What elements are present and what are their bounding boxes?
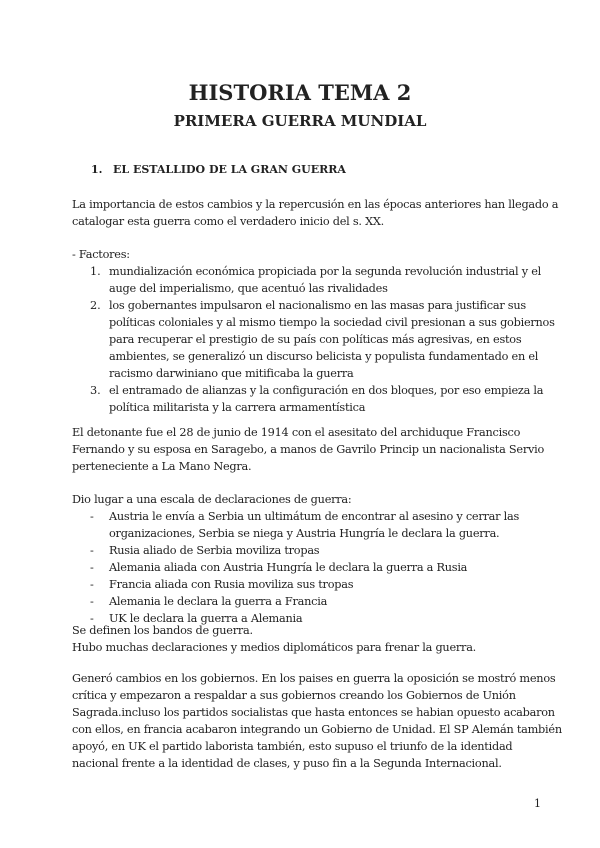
list-item-line: para recuperar el prestigio de su país con políticas más agresivas, en estos [109, 333, 522, 346]
bandos-text: Se definen los bandos de guerra. [72, 624, 253, 637]
list-item-line: política militarista y la carrera armamentística [109, 401, 366, 414]
list-item [72, 263, 555, 297]
list-item [72, 593, 519, 610]
escala-label [72, 491, 351, 508]
list-item-line: políticas coloniales y al mismo tiempo la sociedad civil presionan a sus gobiernos [109, 316, 555, 329]
list-item-line: organizaciones, Serbia se niega y Austria Hungría le declara la guerra. [109, 527, 500, 540]
list-marker: - [90, 544, 94, 557]
text-line: Generó cambios en los gobiernos. En los paises en guerra la oposición se mostró menos [72, 672, 556, 685]
diplomacia-text: Hubo muchas declaraciones y medios diplomáticos para frenar la guerra. [72, 641, 477, 654]
text-line: El detonante fue el 28 de junio de 1914 con el asesitato del archiduque Francisco [72, 426, 521, 439]
list-item [72, 576, 519, 593]
text-line: nacional frente a la identidad de clases, y puso fin a la Segunda Internacional. [72, 757, 502, 770]
list-item-line: los gobernantes impulsaron el nacionalismo en las masas para justificar sus [109, 299, 526, 312]
escala-label-text: Dio lugar a una escala de declaraciones de guerra: [72, 493, 352, 506]
factores-list [72, 263, 555, 416]
list-marker: 1. [90, 265, 101, 278]
section-number: 1. [91, 163, 103, 176]
bandos-paragraph [72, 622, 476, 656]
factores-label-text: - Factores: [72, 248, 130, 261]
text-line: con ellos, en francia acabaron integrando un Gobierno de Unidad. El SP Alemán también [72, 723, 562, 736]
list-item-line: mundialización económica propiciada por la segunda revolución industrial y el [109, 265, 542, 278]
list-item-line: Austria le envía a Serbia un ultimátum de encontrar al asesino y cerrar las [109, 510, 520, 523]
list-item-line: UK le declara la guerra a Alemania [109, 612, 303, 625]
list-item-line: racismo darwiniano que mitificaba la guerra [109, 367, 354, 380]
factores-label [72, 246, 130, 263]
text-line: Fernando y su esposa en Saragebo, a manos de Gavrilo Princip un nacionalista Servio [72, 443, 545, 456]
text-line: perteneciente a La Mano Negra. [72, 460, 252, 473]
document-subtitle: PRIMERA GUERRA MUNDIAL [173, 112, 427, 130]
list-marker: - [90, 510, 94, 523]
list-item-line: Rusia aliado de Serbia moviliza tropas [109, 544, 320, 557]
text-line: Sagrada.incluso los partidos socialistas que hasta entonces se habian opuesto acabaron [72, 706, 555, 719]
list-item [72, 542, 519, 559]
document-title: HISTORIA TEMA 2 [188, 80, 412, 105]
list-item-line: ambientes, se generalizó un discurso belicista y populista fundamentado en el [109, 350, 539, 363]
text-line: La importancia de estos cambios y la repercusión en las épocas anteriores han llegado a [72, 198, 559, 211]
list-item [72, 508, 519, 542]
text-line: catalogar esta guerra como el verdadero inicio del s. XX. [72, 215, 385, 228]
list-item [72, 382, 555, 416]
detonante-paragraph [72, 424, 544, 475]
intro-paragraph [72, 196, 558, 230]
list-marker: - [90, 561, 94, 574]
list-item-line: auge del imperialismo, que acentuó las rivalidades [109, 282, 388, 295]
text-line: crítica y empezaron a respaldar a sus gobiernos creando los Gobiernos de Unión [72, 689, 516, 702]
list-marker: 3. [90, 384, 101, 397]
list-marker: 2. [90, 299, 101, 312]
list-item [72, 297, 555, 382]
list-item-line: el entramado de alianzas y la configuración en dos bloques, por eso empieza la [109, 384, 544, 397]
list-marker: - [90, 612, 94, 625]
page-number: 1 [534, 797, 541, 810]
section-heading [91, 163, 346, 176]
gobiernos-paragraph [72, 670, 562, 772]
list-item [72, 559, 519, 576]
text-line: apoyó, en UK el partido laborista también, esto supuso el triunfo de la identidad [72, 740, 513, 753]
list-marker: - [90, 578, 94, 591]
section-title: EL ESTALLIDO DE LA GRAN GUERRA [113, 163, 346, 176]
list-item-line: Francia aliada con Rusia moviliza sus tropas [109, 578, 354, 591]
list-item-line: Alemania aliada con Austria Hungría le declara la guerra a Rusia [109, 561, 468, 574]
list-item-line: Alemania le declara la guerra a Francia [109, 595, 328, 608]
escala-list [72, 508, 519, 627]
list-marker: - [90, 595, 94, 608]
